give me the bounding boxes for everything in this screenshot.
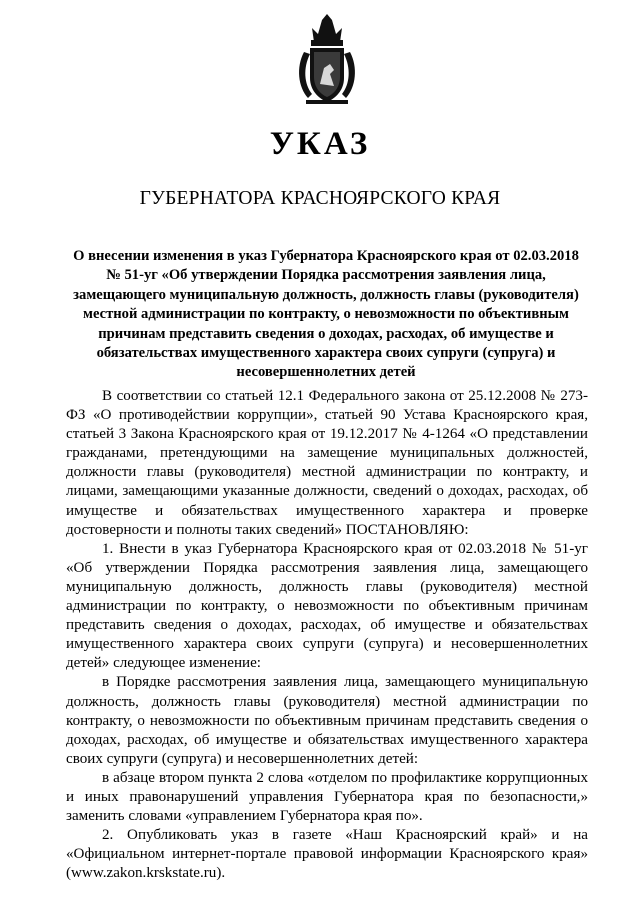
clause-2-paragraph: 2. Опубликовать указ в газете «Наш Красноярский край» и на «Официальном интернет-портале правовой информации Красноярского края» (www.zakon.krskstate.ru). (66, 827, 588, 882)
coat-of-arms-emblem (294, 12, 360, 106)
crown-shield-icon (294, 12, 360, 106)
document-type-heading: УКАЗ (269, 126, 371, 162)
decree-title: О внесении изменения в указ Губернатора Красноярского края от 02.03.2018 № 51-уг «Об утверждении Порядка рассмотрения заявления лица, замещающего муниципальную должность, должность главы (руководителя) местной администрации по контракту, о невозможности по объективным причинам представить сведения о доходах, расходах, об имуществе и обязательствах имущественного характера своих супруги (супруга) и несовершеннолетних детей (73, 248, 579, 381)
decree-body (66, 387, 588, 883)
clause-1-paragraph: 1. Внести в указ Губернатора Красноярского края от 02.03.2018 № 51-уг «Об утверждении Порядка рассмотрения заявления лица, замещающего муниципальную должность, должность главы (руководителя) местной администрации по контракту, о невозможности по объективным причинам представить сведения о доходах, расходах, об имуществе и обязательствах имущественного характера своих супруги (супруга) и несовершеннолетних детей» следующее изменение: (66, 540, 588, 672)
preamble-paragraph: В соответствии со статьей 12.1 Федерального закона от 25.12.2008 № 273-ФЗ «О противодействии коррупции», статьей 90 Устава Красноярского края, статьей 3 Закона Красноярского края от 19.12.2017 № 4-1264 «О представлении гражданами, претендующими на замещение муниципальных должностей, должности главы (руководителя) местной администрации по контракту, и лицами, замещающими указанные должности, сведений о доходах, расходах, об имуществе и обязательствах имущественного характера и проверке достоверности и полноты таких сведений» ПОСТАНОВЛЯЮ: (66, 388, 588, 538)
amendment-paragraph: в Порядке рассмотрения заявления лица, замещающего муниципальную должность, должность главы (руководителя) местной администрации по контракту, о невозможности по объективным причинам представить сведения о доходах, расходах, об имуществе и обязательствах имущественного характера своих супруги (супруга) и несовершеннолетних детей: (66, 674, 588, 767)
amendment-detail-paragraph: в абзаце втором пункта 2 слова «отделом по профилактике коррупционных и иных правонарушений управления Губернатора края по безопасности,» заменить словами «управлением Губернатора края по». (66, 769, 588, 825)
issuing-authority: ГУБЕРНАТОРА КРАСНОЯРСКОГО КРАЯ (139, 188, 501, 209)
